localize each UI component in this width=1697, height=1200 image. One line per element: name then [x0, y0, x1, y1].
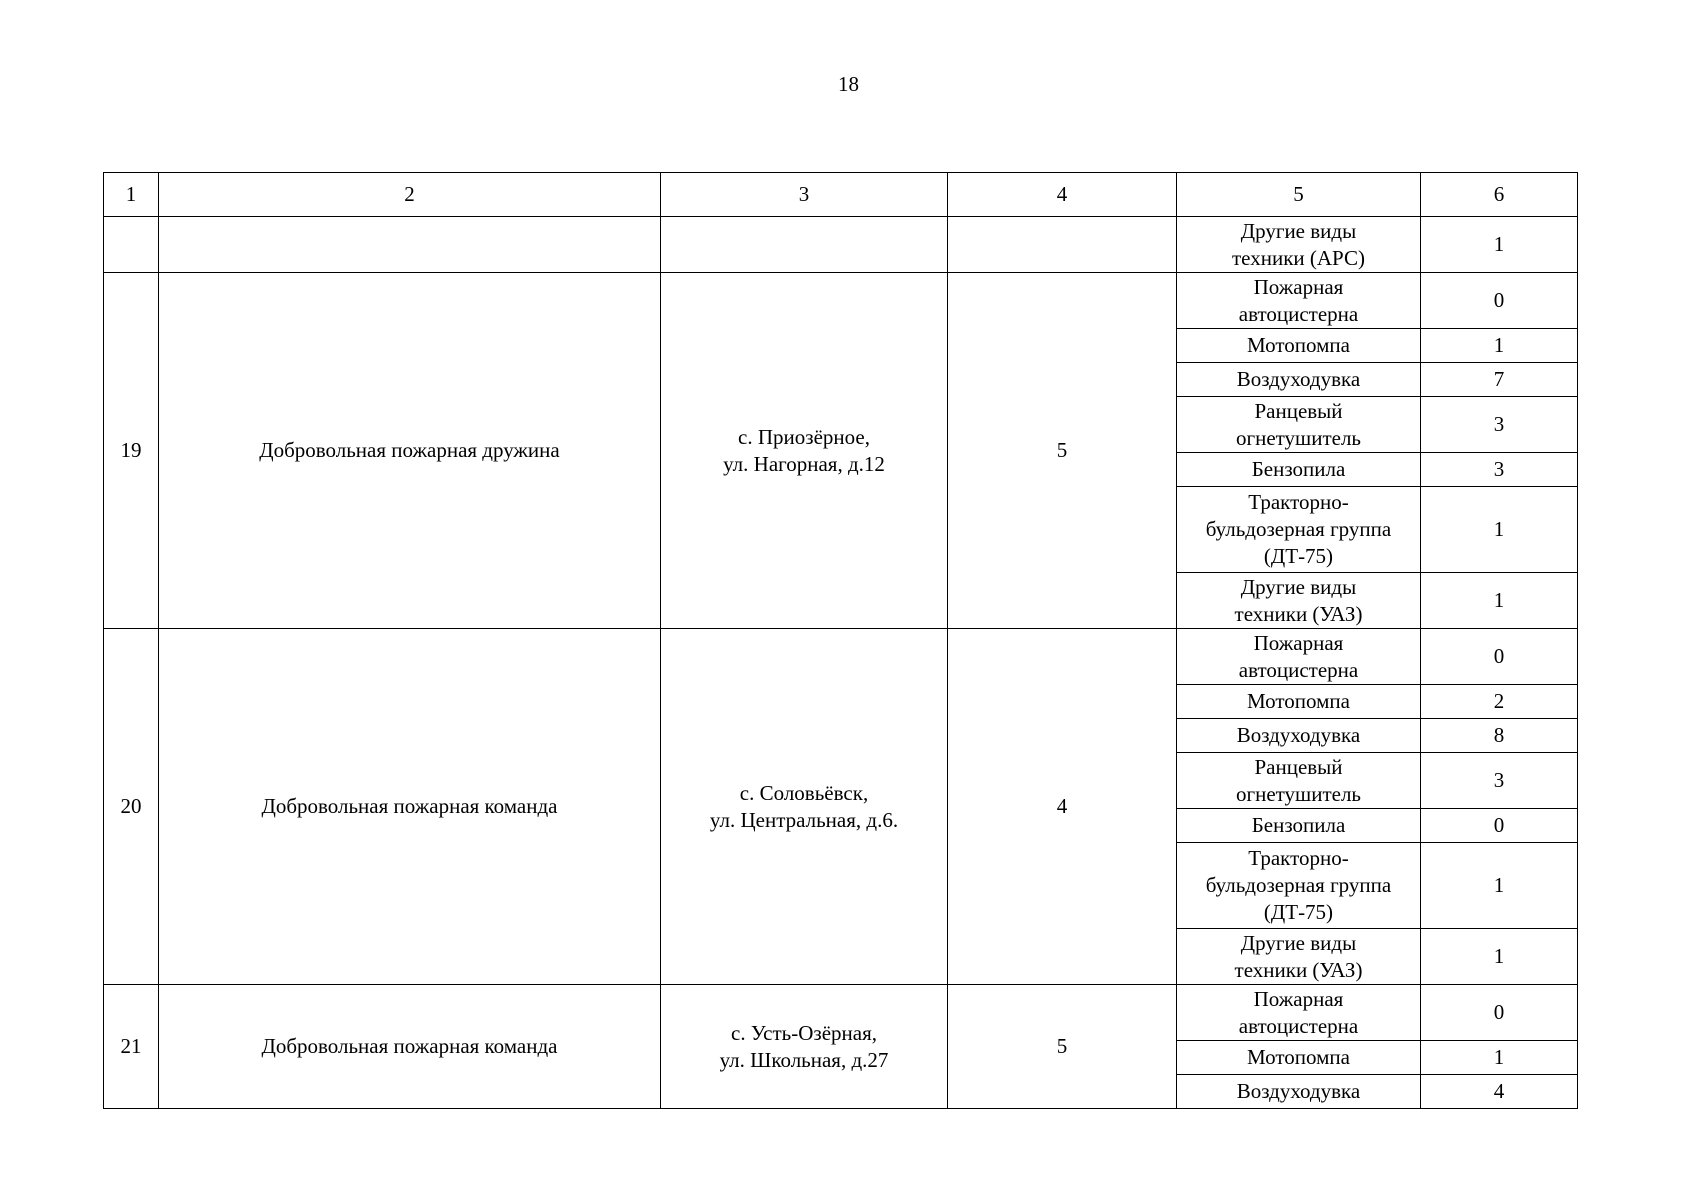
equipment-count-cell: 1 [1421, 217, 1578, 273]
staff-count-cell: 5 [948, 273, 1177, 629]
equipment-name-cell [1177, 329, 1421, 363]
empty-cell [104, 217, 159, 273]
equipment-name-cell [1177, 363, 1421, 397]
cell-text-line: Бензопила [1251, 457, 1346, 481]
equipment-count-cell: 0 [1421, 985, 1578, 1041]
cell-text-line: Воздуходувка [1236, 367, 1361, 391]
cell-text-line: Ранцевый [1254, 754, 1343, 779]
equipment-name-cell [1177, 753, 1421, 809]
cell-text-line: Другие виды [1240, 218, 1357, 243]
cell-text-line: Другие виды [1240, 574, 1357, 599]
page-number: 18 [838, 72, 859, 96]
column-number-header: 3 [661, 173, 948, 217]
cell-text-line: (ДТ-75) [1263, 544, 1334, 568]
equipment-count-cell: 3 [1421, 397, 1578, 453]
cell-text-line: Бензопила [1251, 813, 1346, 837]
equipment-count-cell: 3 [1421, 753, 1578, 809]
unit-name-cell: Добровольная пожарная команда [159, 629, 661, 985]
equipment-count-cell: 1 [1421, 487, 1578, 573]
equipment-name-cell [1177, 629, 1421, 685]
cell-text-line: Тракторно- [1248, 490, 1349, 514]
equipment-count-cell: 8 [1421, 719, 1578, 753]
equipment-count-cell: 1 [1421, 1041, 1578, 1075]
equipment-name-cell [1177, 685, 1421, 719]
cell-text-line: техники (УАЗ) [1234, 601, 1363, 626]
equipment-count-cell: 1 [1421, 843, 1578, 929]
cell-text-line: огнетушитель [1235, 781, 1362, 806]
cell-text-line: огнетушитель [1235, 425, 1362, 450]
table-body [104, 173, 1578, 1109]
equipment-name-cell [1177, 719, 1421, 753]
column-number-header: 4 [948, 173, 1177, 217]
equipment-name-cell [1177, 843, 1421, 929]
cell-text-line: Мотопомпа [1247, 333, 1350, 357]
row-number-cell: 19 [104, 273, 159, 629]
cell-text-line: Мотопомпа [1247, 1045, 1350, 1069]
equipment-count-cell: 0 [1421, 273, 1578, 329]
equipment-name-cell [1177, 273, 1421, 329]
equipment-count-cell: 1 [1421, 329, 1578, 363]
cell-text-line: (ДТ-75) [1263, 900, 1334, 924]
cell-text-line: ул. Центральная, д.6. [709, 807, 899, 832]
cell-text-line: бульдозерная группа [1205, 517, 1392, 541]
cell-text-line: ул. Школьная, д.27 [719, 1047, 889, 1072]
equipment-count-cell: 2 [1421, 685, 1578, 719]
column-number-header: 2 [159, 173, 661, 217]
cell-text-line: Воздуходувка [1236, 723, 1361, 747]
table-row [104, 629, 1578, 685]
empty-cell [948, 217, 1177, 273]
table-row [104, 985, 1578, 1041]
staff-count-cell: 4 [948, 629, 1177, 985]
cell-text-line: автоцистерна [1238, 301, 1359, 326]
equipment-count-cell: 0 [1421, 629, 1578, 685]
column-number-header: 1 [104, 173, 159, 217]
equipment-count-cell: 0 [1421, 809, 1578, 843]
row-number-cell: 20 [104, 629, 159, 985]
cell-text-line: Пожарная [1253, 986, 1344, 1011]
table-row [104, 273, 1578, 329]
cell-text-line: Тракторно- [1248, 846, 1349, 870]
equipment-count-cell: 7 [1421, 363, 1578, 397]
address-cell [661, 629, 948, 985]
cell-text-line: Мотопомпа [1247, 689, 1350, 713]
equipment-name-cell [1177, 397, 1421, 453]
equipment-name-cell [1177, 573, 1421, 629]
equipment-count-cell: 3 [1421, 453, 1578, 487]
equipment-name-cell [1177, 487, 1421, 573]
equipment-name-cell [1177, 1041, 1421, 1075]
equipment-count-cell: 4 [1421, 1075, 1578, 1109]
row-number-cell: 21 [104, 985, 159, 1109]
equipment-count-cell: 1 [1421, 929, 1578, 985]
column-number-header-row [104, 173, 1578, 217]
equipment-count-cell: 1 [1421, 573, 1578, 629]
cell-text-line: с. Усть-Озёрная, [731, 1020, 877, 1045]
cell-text-line: с. Приозёрное, [738, 424, 870, 449]
unit-name-cell: Добровольная пожарная команда [159, 985, 661, 1109]
cell-text-line: Другие виды [1240, 930, 1357, 955]
fire-equipment-table [103, 172, 1578, 1109]
cell-text-line: с. Соловьёвск, [739, 780, 869, 805]
cell-text-line: Воздуходувка [1236, 1079, 1361, 1103]
empty-cell [661, 217, 948, 273]
cell-text-line: Пожарная [1253, 630, 1344, 655]
column-number-header: 5 [1177, 173, 1421, 217]
table-row [104, 217, 1578, 273]
cell-text-line: автоцистерна [1238, 1013, 1359, 1038]
staff-count-cell: 5 [948, 985, 1177, 1109]
cell-text-line: Ранцевый [1254, 398, 1343, 423]
equipment-name-cell [1177, 1075, 1421, 1109]
cell-text-line: техники (УАЗ) [1234, 957, 1363, 982]
equipment-name-cell [1177, 985, 1421, 1041]
equipment-name-cell [1177, 217, 1421, 273]
column-number-header: 6 [1421, 173, 1578, 217]
cell-text-line: техники (АРС) [1232, 245, 1365, 270]
equipment-name-cell [1177, 929, 1421, 985]
unit-name-cell: Добровольная пожарная дружина [159, 273, 661, 629]
empty-cell [159, 217, 661, 273]
cell-text-line: автоцистерна [1238, 657, 1359, 682]
cell-text-line: бульдозерная группа [1205, 873, 1392, 897]
address-cell [661, 273, 948, 629]
equipment-name-cell [1177, 809, 1421, 843]
cell-text-line: ул. Нагорная, д.12 [723, 451, 885, 476]
equipment-name-cell [1177, 453, 1421, 487]
cell-text-line: Пожарная [1253, 274, 1344, 299]
address-cell [661, 985, 948, 1109]
